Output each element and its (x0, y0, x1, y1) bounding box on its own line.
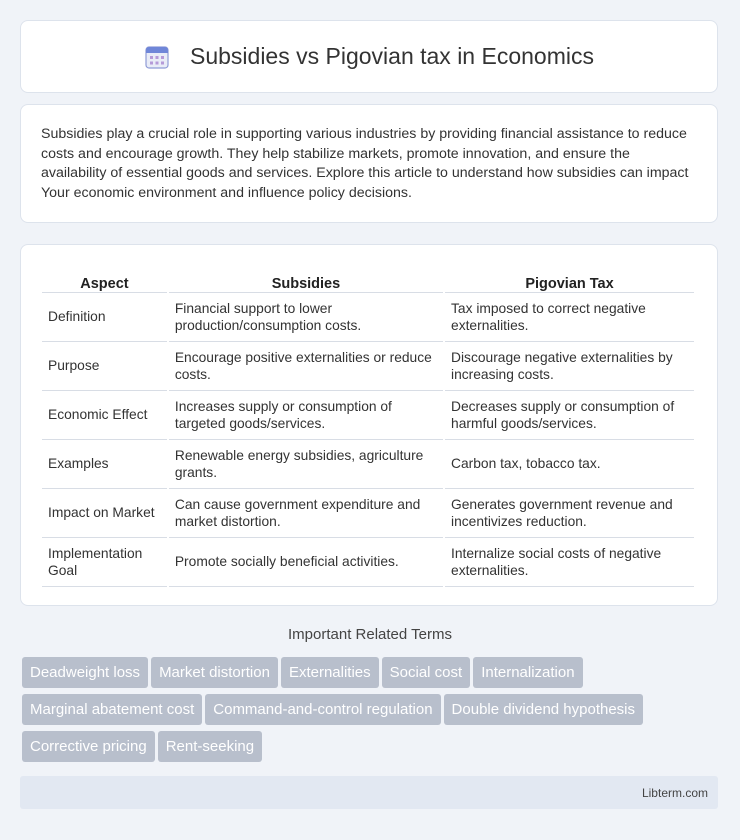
table-header-row (42, 265, 694, 293)
table-cell: Internalize social costs of negative externalities. (445, 538, 694, 587)
table-cell: Renewable energy subsidies, agriculture grants. (169, 440, 443, 489)
related-terms-title: Important Related Terms (288, 626, 452, 643)
table-cell: Promote socially beneficial activities. (169, 538, 443, 587)
related-term-tag[interactable]: Rent-seeking (158, 731, 262, 762)
table-row (42, 391, 694, 440)
footer (20, 776, 718, 809)
table-cell: Carbon tax, tobacco tax. (445, 440, 694, 489)
calendar-icon (144, 44, 170, 70)
table-cell: Discourage negative externalities by increasing costs. (445, 342, 694, 391)
related-term-tag[interactable]: Internalization (473, 657, 582, 688)
table-cell: Impact on Market (42, 489, 167, 538)
table-cell: Examples (42, 440, 167, 489)
table-cell: Purpose (42, 342, 167, 391)
table-row (42, 489, 694, 538)
header-subsidies: Subsidies (169, 265, 443, 293)
header-aspect: Aspect (42, 265, 167, 293)
related-term-tag[interactable]: Deadweight loss (22, 657, 148, 688)
related-term-tag[interactable]: Corrective pricing (22, 731, 155, 762)
table-cell: Implementation Goal (42, 538, 167, 587)
table-row (42, 293, 694, 342)
table-cell: Increases supply or consumption of targeted goods/services. (169, 391, 443, 440)
table-cell: Tax imposed to correct negative externalities. (445, 293, 694, 342)
table-cell: Encourage positive externalities or reduce costs. (169, 342, 443, 391)
table-cell: Can cause government expenditure and market distortion. (169, 489, 443, 538)
header-card (20, 20, 718, 93)
related-term-tag[interactable]: Command-and-control regulation (205, 694, 440, 725)
header-pigovian-tax: Pigovian Tax (445, 265, 694, 293)
table-row (42, 440, 694, 489)
intro-text: Subsidies play a crucial role in supporting various industries by providing financial assistance to reduce costs and encourage growth. They help stabilize markets, promote innovation, and ensure the availability of essential goods and services. Explore this article to understand how subsidies can impact Your economic environment and influence policy decisions. (41, 126, 689, 201)
related-term-tag[interactable]: Market distortion (151, 657, 278, 688)
table-cell: Economic Effect (42, 391, 167, 440)
table-cell: Decreases supply or consumption of harmful goods/services. (445, 391, 694, 440)
related-terms-list (22, 657, 722, 768)
table-cell: Definition (42, 293, 167, 342)
table-cell: Generates government revenue and incentivizes reduction. (445, 489, 694, 538)
related-term-tag[interactable]: Social cost (382, 657, 471, 688)
footer-site-link[interactable]: Libterm.com (641, 786, 708, 800)
table-row (42, 538, 694, 587)
page-title: Subsidies vs Pigovian tax in Economics (190, 43, 594, 69)
table-row (42, 342, 694, 391)
related-term-tag[interactable]: Double dividend hypothesis (444, 694, 643, 725)
intro-card (20, 104, 718, 223)
related-term-tag[interactable]: Externalities (281, 657, 379, 688)
table-cell: Financial support to lower production/consumption costs. (169, 293, 443, 342)
related-term-tag[interactable]: Marginal abatement cost (22, 694, 202, 725)
comparison-table (40, 265, 696, 587)
comparison-card (20, 244, 718, 606)
